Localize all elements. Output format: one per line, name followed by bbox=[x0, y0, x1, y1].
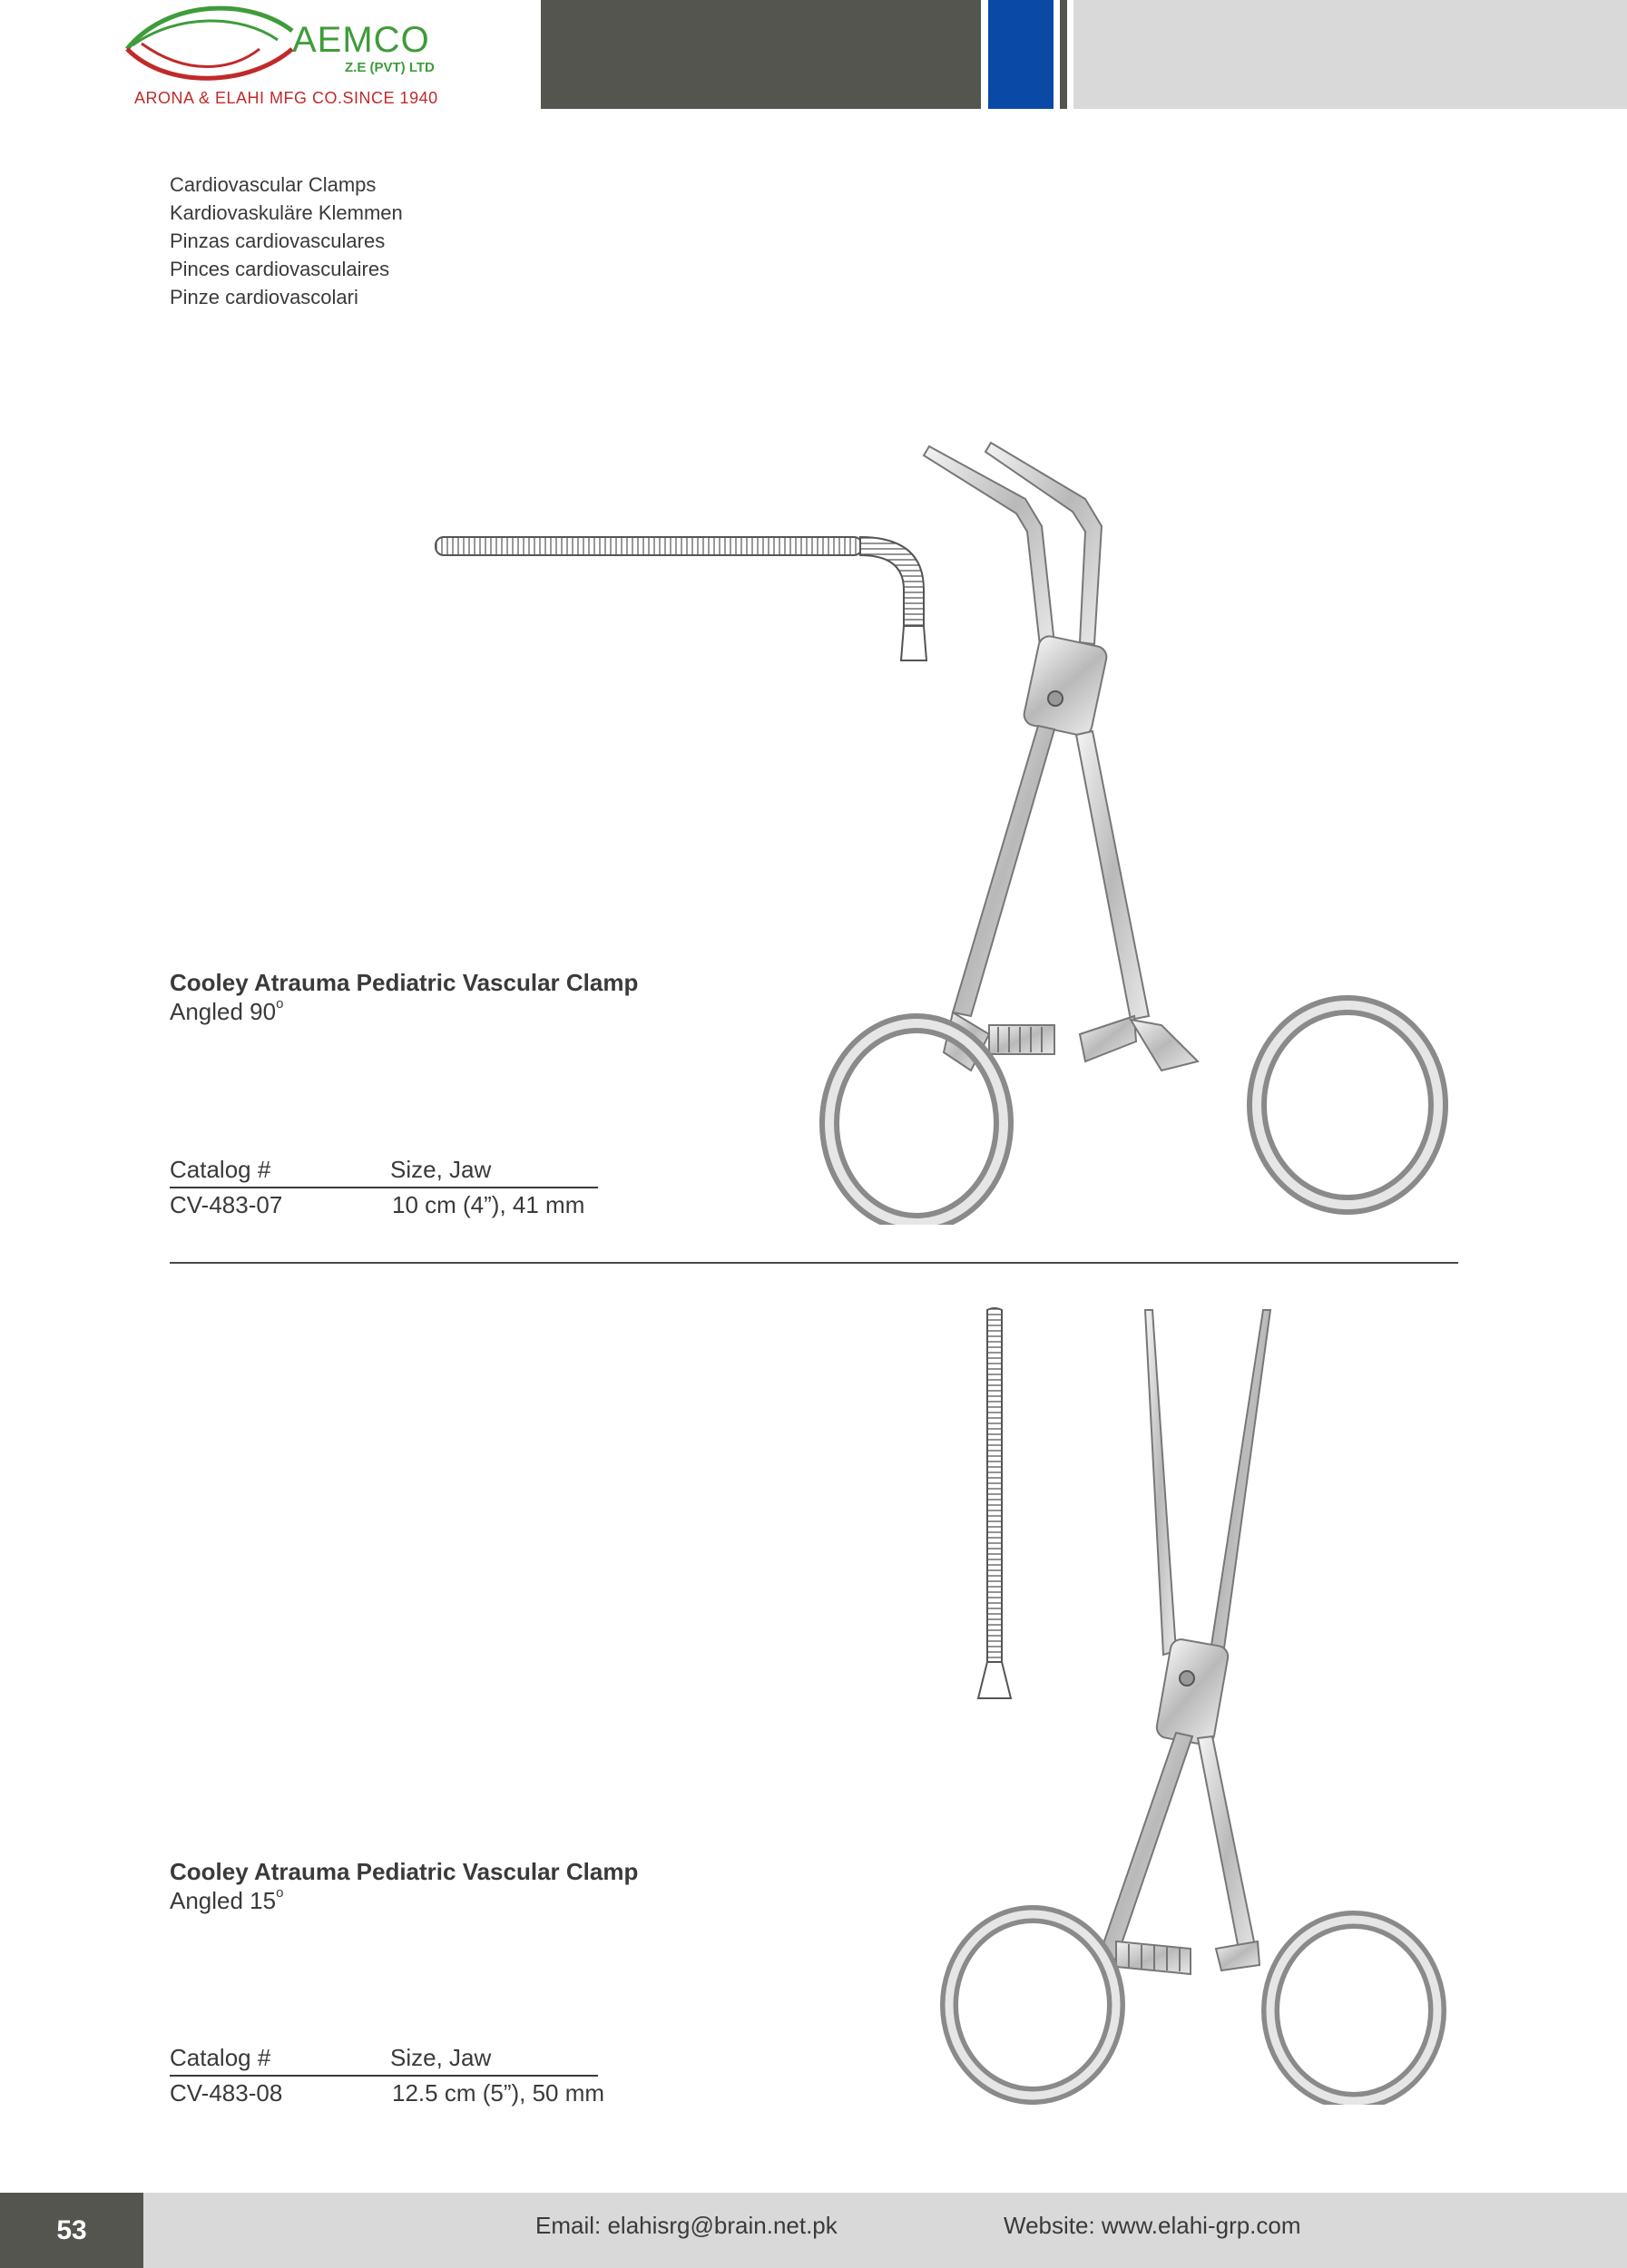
category-title-de: Kardiovaskuläre Klemmen bbox=[170, 201, 403, 224]
footer-email[interactable]: Email: elahisrg@brain.net.pk bbox=[535, 2212, 838, 2239]
product-2-title: Cooley Atrauma Pediatric Vascular Clamp bbox=[170, 1858, 639, 1885]
product-2-table-divider bbox=[170, 2075, 598, 2077]
product-1-subtitle bbox=[170, 998, 283, 1026]
header-bar-blue bbox=[988, 0, 1054, 109]
logo-name: AEMCO bbox=[292, 20, 430, 60]
header-bar-dark bbox=[541, 0, 981, 109]
product-1-angle: Angled 90 bbox=[170, 998, 277, 1025]
header-bar-light bbox=[1073, 0, 1627, 109]
logo-subtitle: Z.E (PVT) LTD bbox=[345, 60, 435, 75]
product-1-table-divider bbox=[170, 1187, 598, 1188]
category-title-it: Pinze cardiovascolari bbox=[170, 286, 358, 308]
category-title-es: Pinzas cardiovasculares bbox=[170, 230, 386, 252]
category-title-fr: Pinces cardiovasculaires bbox=[170, 258, 390, 280]
category-title-en: Cardiovascular Clamps bbox=[170, 173, 377, 196]
product-1-title: Cooley Atrauma Pediatric Vascular Clamp bbox=[170, 969, 639, 996]
product-2-degree: o bbox=[276, 1885, 284, 1901]
header-bar-thin bbox=[1060, 0, 1067, 109]
product-2-angle: Angled 15 bbox=[170, 1887, 277, 1914]
section-divider bbox=[170, 1262, 1458, 1264]
product-2-size-header: Size, Jaw bbox=[390, 2044, 492, 2071]
logo-tagline: ARONA & ELAHI MFG CO.SINCE 1940 bbox=[134, 89, 438, 107]
product-2-catalog-header: Catalog # bbox=[170, 2044, 271, 2071]
clamp-15-illustration-icon bbox=[935, 1306, 1461, 2105]
company-logo-icon bbox=[123, 4, 296, 87]
product-2-catalog-number: CV-483-08 bbox=[170, 2079, 283, 2107]
footer-website[interactable]: Website: www.elahi-grp.com bbox=[1004, 2212, 1301, 2239]
product-2-subtitle bbox=[170, 1887, 283, 1915]
category-titles bbox=[170, 171, 403, 311]
product-1-degree: o bbox=[276, 996, 284, 1012]
product-2-size: 12.5 cm (5”), 50 mm bbox=[392, 2079, 605, 2107]
product-1-size: 10 cm (4”), 41 mm bbox=[392, 1191, 585, 1218]
product-1-catalog-number: CV-483-07 bbox=[170, 1191, 283, 1218]
product-1-size-header: Size, Jaw bbox=[390, 1156, 492, 1183]
product-1-catalog-header: Catalog # bbox=[170, 1156, 271, 1183]
clamp-90-illustration-icon bbox=[817, 435, 1461, 1225]
page-number: 53 bbox=[0, 2193, 143, 2268]
